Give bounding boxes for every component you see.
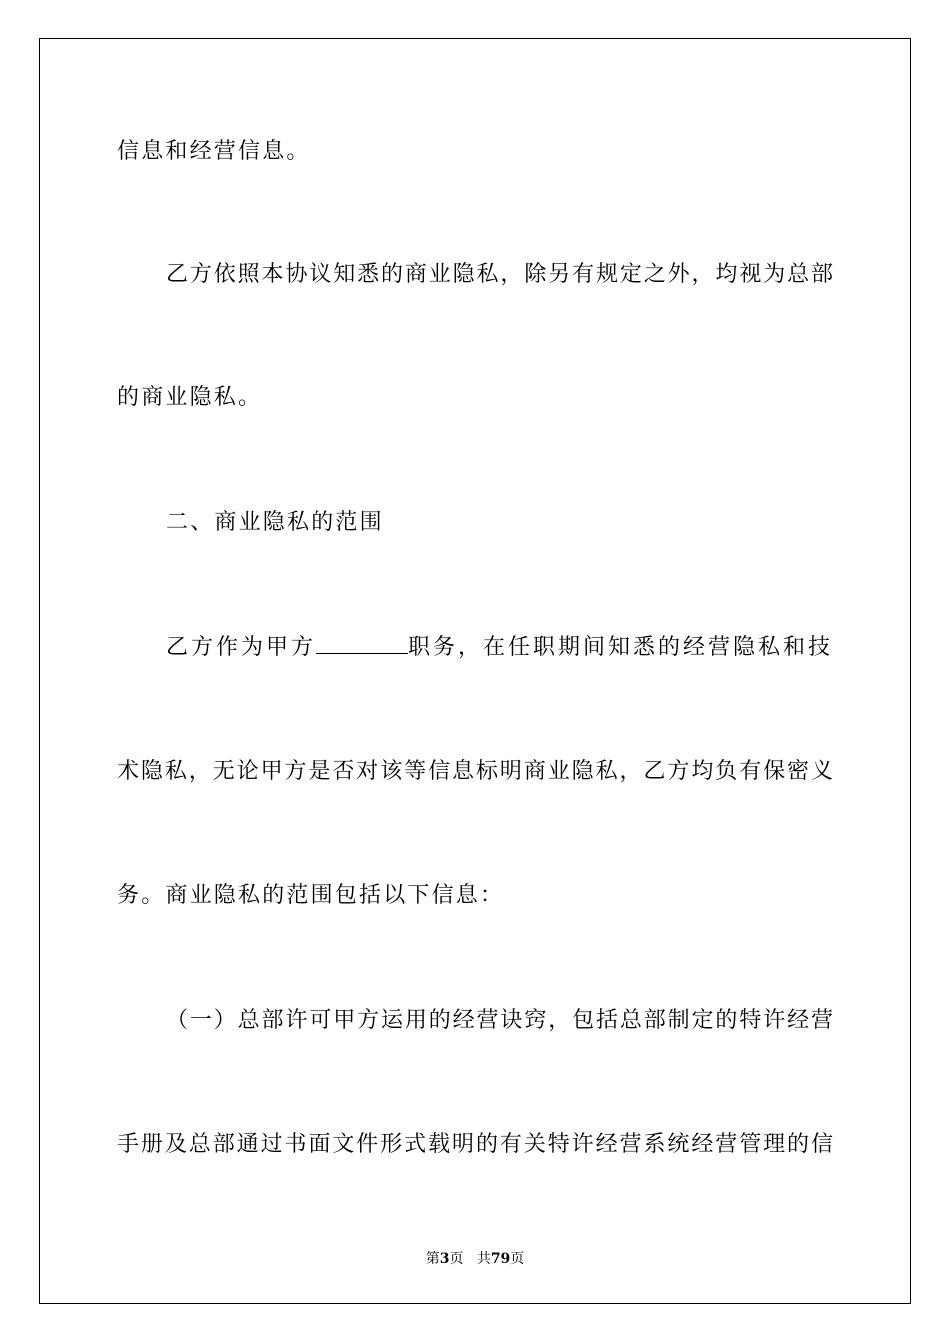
footer-page-total: 79 [490, 1251, 511, 1267]
position-blank-field [316, 633, 408, 654]
paragraph-line-2: 乙方依照本协议知悉的商业隐私，除另有规定之外，均视为总部 [166, 262, 833, 287]
footer-total-prefix: 共 [476, 1251, 491, 1267]
footer-page-suffix: 页 [449, 1251, 464, 1267]
paragraph-line-9: 手册及总部通过书面文件形式载明的有关特许经营系统经营管理的信 [117, 1132, 833, 1157]
page-footer [0, 1248, 950, 1268]
footer-page-prefix: 第 [425, 1251, 440, 1267]
paragraph-line-5-end: 职务，在任职期间知悉的经营隐私和技 [407, 635, 833, 660]
section-heading: 二、商业隐私的范围 [166, 510, 384, 535]
footer-total-suffix: 页 [510, 1251, 525, 1267]
paragraph-line-1: 信息和经营信息。 [117, 139, 311, 164]
paragraph-line-5 [166, 633, 833, 663]
paragraph-line-3: 的商业隐私。 [117, 385, 263, 410]
paragraph-line-6: 术隐私，无论甲方是否对该等信息标明商业隐私，乙方均负有保密义 [117, 759, 833, 784]
paragraph-line-7: 务。商业隐私的范围包括以下信息： [117, 883, 505, 908]
page-border [39, 38, 911, 1304]
paragraph-line-8: （一）总部许可甲方运用的经营诀窍，包括总部制定的特许经营 [166, 1008, 833, 1033]
footer-page-current: 3 [439, 1251, 450, 1267]
paragraph-line-5-start: 乙方作为甲方 [166, 635, 317, 660]
